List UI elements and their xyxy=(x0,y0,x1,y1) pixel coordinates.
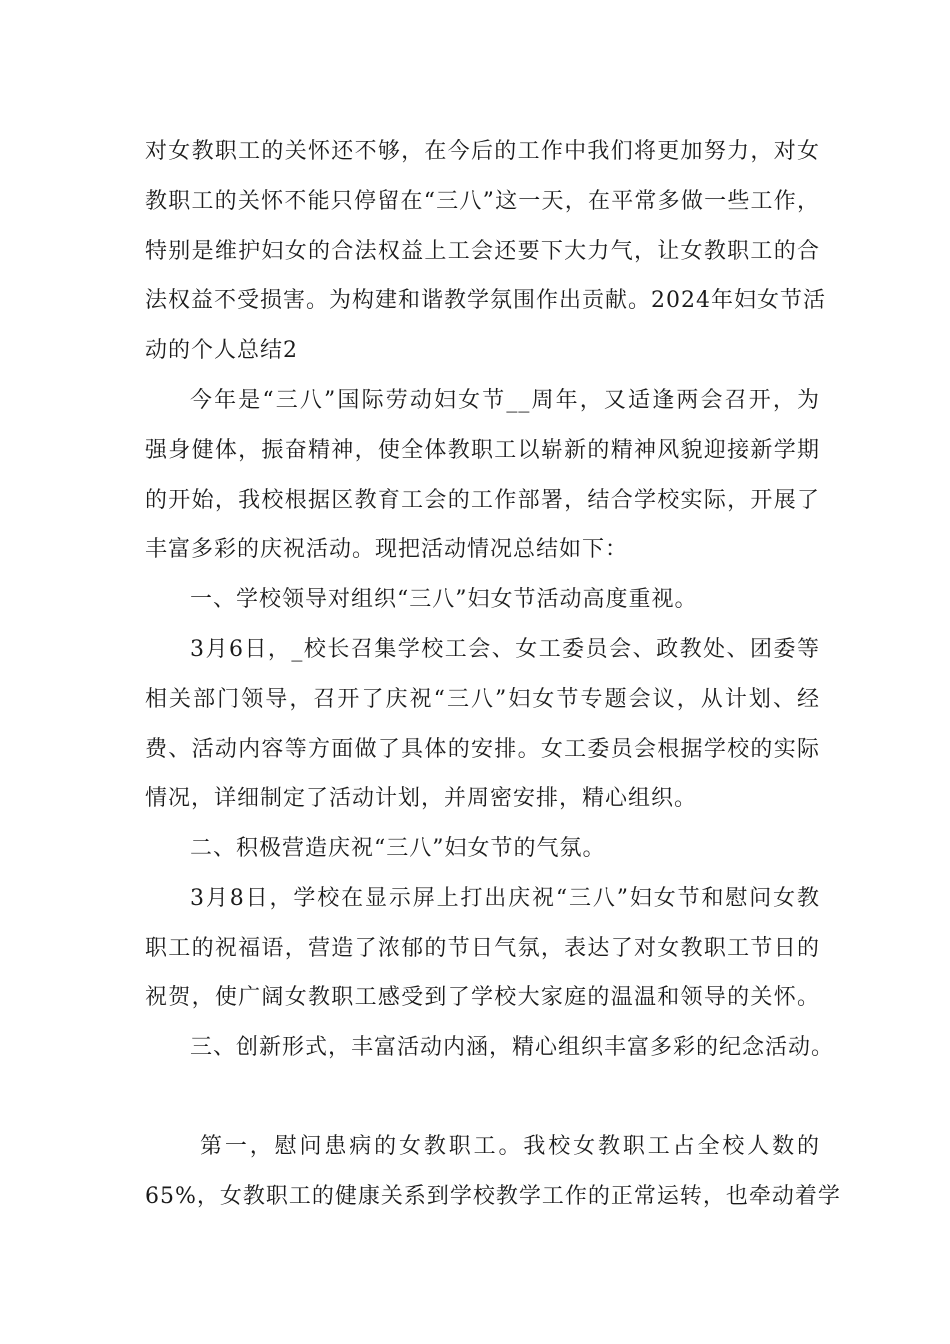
text-line: 第一，慰问患病的女教职工。我校女教职工占全校人数的 xyxy=(200,1134,820,1159)
text-line: 教职工的关怀不能只停留在“三八”这一天，在平常多做一些工作， xyxy=(145,189,820,214)
text-line: 费、活动内容等方面做了具体的安排。女工委员会根据学校的实际 xyxy=(145,737,820,762)
text-line: 职工的祝福语，营造了浓郁的节日气氛，表达了对女教职工节日的 xyxy=(145,936,820,961)
text-line: 3月6日，_校长召集学校工会、女工委员会、政教处、团委等 xyxy=(190,637,820,662)
text-line: 特别是维护妇女的合法权益上工会还要下大力气，让女教职工的合 xyxy=(145,239,820,264)
text-line: 相关部门领导，召开了庆祝“三八”妇女节专题会议，从计划、经 xyxy=(145,687,820,712)
text-line: 法权益不受损害。为构建和谐教学氛围作出贡献。2024年妇女节活 xyxy=(145,288,826,313)
text-line: 强身健体，振奋精神，使全体教职工以崭新的精神风貌迎接新学期 xyxy=(145,438,820,463)
text-line: 今年是“三八”国际劳动妇女节__周年，又适逢两会召开，为 xyxy=(190,388,820,413)
text-line: 祝贺，使广阔女教职工感受到了学校大家庭的温温和领导的关怀。 xyxy=(145,985,820,1010)
text-line: 对女教职工的关怀还不够，在今后的工作中我们将更加努力，对女 xyxy=(145,139,820,164)
text-line: 动的个人总结2 xyxy=(145,338,298,363)
section-heading: 二、积极营造庆祝“三八”妇女节的气氛。 xyxy=(190,836,606,861)
text-line: 的开始，我校根据区教育工会的工作部署，结合学校实际，开展了 xyxy=(145,488,820,513)
text-line: 情况，详细制定了活动计划，并周密安排，精心组织。 xyxy=(145,786,698,811)
text-line: 65%，女教职工的健康关系到学校教学工作的正常运转，也牵动着学 xyxy=(145,1184,841,1209)
text-line: 3月8日，学校在显示屏上打出庆祝“三八”妇女节和慰问女教 xyxy=(190,886,820,911)
section-heading: 一、学校领导对组织“三八”妇女节活动高度重视。 xyxy=(190,587,698,612)
text-line: 丰富多彩的庆祝活动。现把活动情况总结如下： xyxy=(145,537,629,562)
section-heading: 三、创新形式，丰富活动内涵，精心组织丰富多彩的纪念活动。 xyxy=(190,1035,835,1060)
